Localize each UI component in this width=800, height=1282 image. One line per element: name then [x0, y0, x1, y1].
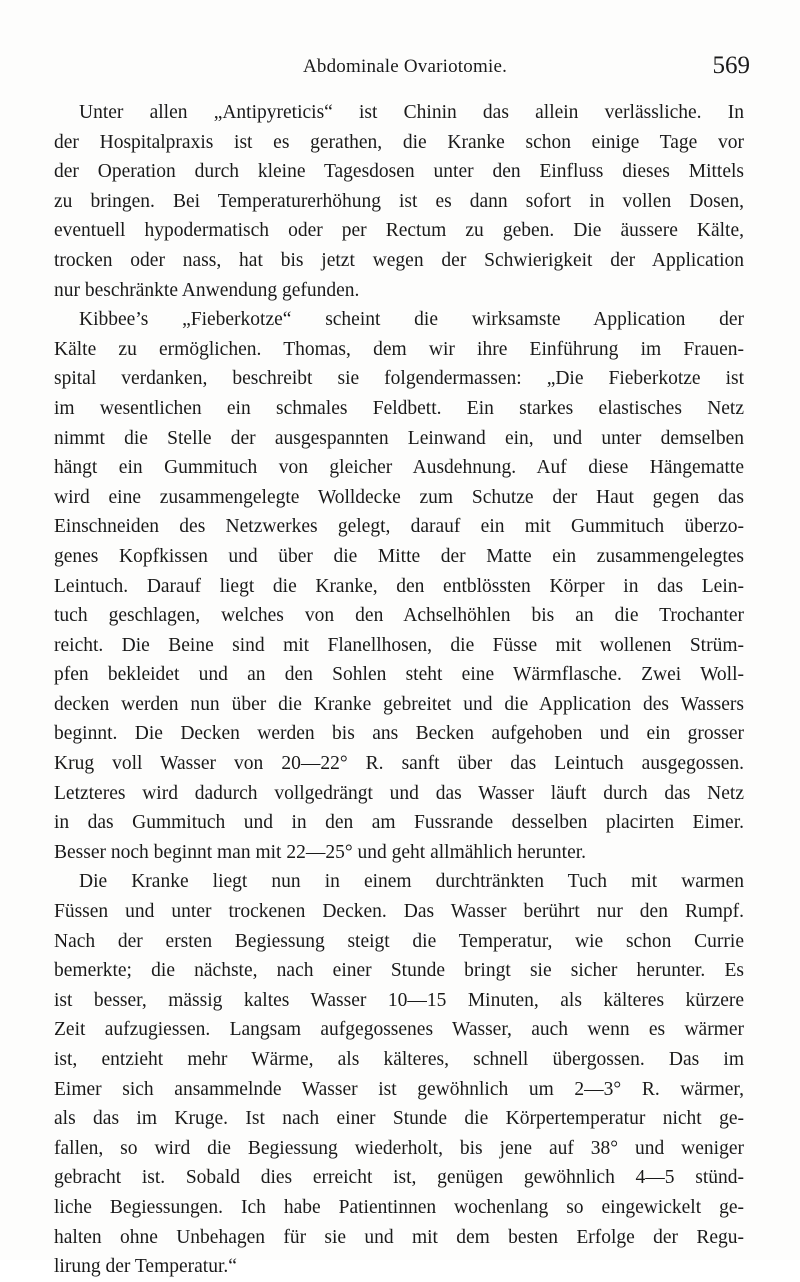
text-line: in das Gummituch und in den am Fussrande desselben placirten Eimer.: [54, 812, 744, 834]
text-line: Besser noch beginnt man mit 22—25° und geht allmählich herunter.: [54, 841, 587, 863]
text-line: ist besser, mässig kaltes Wasser 10—15 Minuten, als kälteres kürzere: [54, 989, 744, 1011]
text-line: der Hospitalpraxis ist es gerathen, die Kranke schon einige Tage vor: [54, 131, 744, 153]
text-line: pfen bekleidet und an den Sohlen steht eine Wärmflasche. Zwei Woll-: [54, 664, 744, 686]
text-line: Nach der ersten Begiessung steigt die Temperatur, wie schon Currie: [54, 930, 744, 952]
text-line: wird eine zusammengelegte Wolldecke zum Schutze der Haut gegen das: [54, 486, 744, 508]
running-header: [60, 52, 750, 82]
text-line: Kibbee’s „Fieberkotze“ scheint die wirksamste Application der: [79, 309, 744, 331]
text-line: Einschneiden des Netzwerkes gelegt, darauf ein mit Gummituch überzo-: [54, 516, 744, 538]
text-line: hängt ein Gummituch von gleicher Ausdehnung. Auf diese Hängematte: [54, 457, 744, 479]
text-line: Unter allen „Antipyreticis“ ist Chinin das allein verlässliche. In: [79, 102, 744, 123]
text-line: reicht. Die Beine sind mit Flanellhosen, die Füsse mit wollenen Strüm-: [54, 634, 744, 656]
page-number: 569: [712, 52, 750, 79]
text-line: Eimer sich ansammelnde Wasser ist gewöhnlich um 2—3° R. wärmer,: [54, 1078, 744, 1100]
text-line: liche Begiessungen. Ich habe Patientinnen wochenlang so eingewickelt ge-: [54, 1196, 744, 1218]
header-title: Abdominale Ovariotomie.: [302, 56, 508, 77]
text-line: zu bringen. Bei Temperaturerhöhung ist es dann sofort in vollen Dosen,: [54, 190, 744, 212]
text-line: spital verdanken, beschreibt sie folgendermassen: „Die Fieberkotze ist: [54, 368, 744, 390]
text-line: halten ohne Unbehagen für sie und mit dem besten Erfolge der Regu-: [54, 1226, 744, 1248]
text-line: trocken oder nass, hat bis jetzt wegen der Schwierigkeit der Application: [54, 249, 744, 271]
text-line: genes Kopfkissen und über die Mitte der Matte ein zusammengelegtes: [54, 545, 744, 567]
text-line: Die Kranke liegt nun in einem durchtränkten Tuch mit warmen: [79, 871, 744, 893]
text-line: gebracht ist. Sobald dies erreicht ist, genügen gewöhnlich 4—5 stünd-: [54, 1167, 744, 1189]
text-line: decken werden nun über die Kranke gebreitet und die Application des Wassers: [54, 693, 744, 715]
text-line: der Operation durch kleine Tagesdosen unter den Einfluss dieses Mittels: [54, 161, 744, 183]
text-line: Kälte zu ermöglichen. Thomas, dem wir ihre Einführung im Frauen-: [54, 338, 744, 360]
text-line: Krug voll Wasser von 20—22° R. sanft über das Leintuch ausgegossen.: [54, 753, 744, 775]
text-line: ist, entzieht mehr Wärme, als kälteres, schnell übergossen. Das im: [54, 1049, 744, 1070]
text-line: Zeit aufzugiessen. Langsam aufgegossenes Wasser, auch wenn es wärmer: [54, 1019, 744, 1041]
text-line: fallen, so wird die Begiessung wiederholt, bis jene auf 38° und weniger: [54, 1137, 744, 1159]
text-line: als das im Kruge. Ist nach einer Stunde die Körpertemperatur nicht ge-: [54, 1108, 744, 1130]
text-line: tuch geschlagen, welches von den Achselhöhlen bis an die Trochanter: [54, 605, 744, 627]
text-line: Letzteres wird dadurch vollgedrängt und das Wasser läuft durch das Netz: [54, 782, 744, 804]
text-line: eventuell hypodermatisch oder per Rectum zu geben. Die äussere Kälte,: [54, 220, 744, 242]
text-line: nur beschränkte Anwendung gefunden.: [54, 279, 360, 301]
text-line: im wesentlichen ein schmales Feldbett. Ein starkes elastisches Netz: [54, 397, 744, 419]
body-text: [54, 98, 744, 1282]
text-line: lirung der Temperatur.“: [54, 1256, 237, 1278]
text-line: Füssen und unter trockenen Decken. Das Wasser berührt nur den Rumpf.: [54, 901, 744, 923]
text-line: Leintuch. Darauf liegt die Kranke, den entblössten Körper in das Lein-: [54, 575, 744, 597]
text-line: bemerkte; die nächste, nach einer Stunde bringt sie sicher herunter. Es: [54, 960, 744, 982]
text-line: nimmt die Stelle der ausgespannten Leinwand ein, und unter demselben: [54, 427, 744, 449]
text-line: beginnt. Die Decken werden bis ans Becken aufgehoben und ein grosser: [54, 723, 744, 745]
